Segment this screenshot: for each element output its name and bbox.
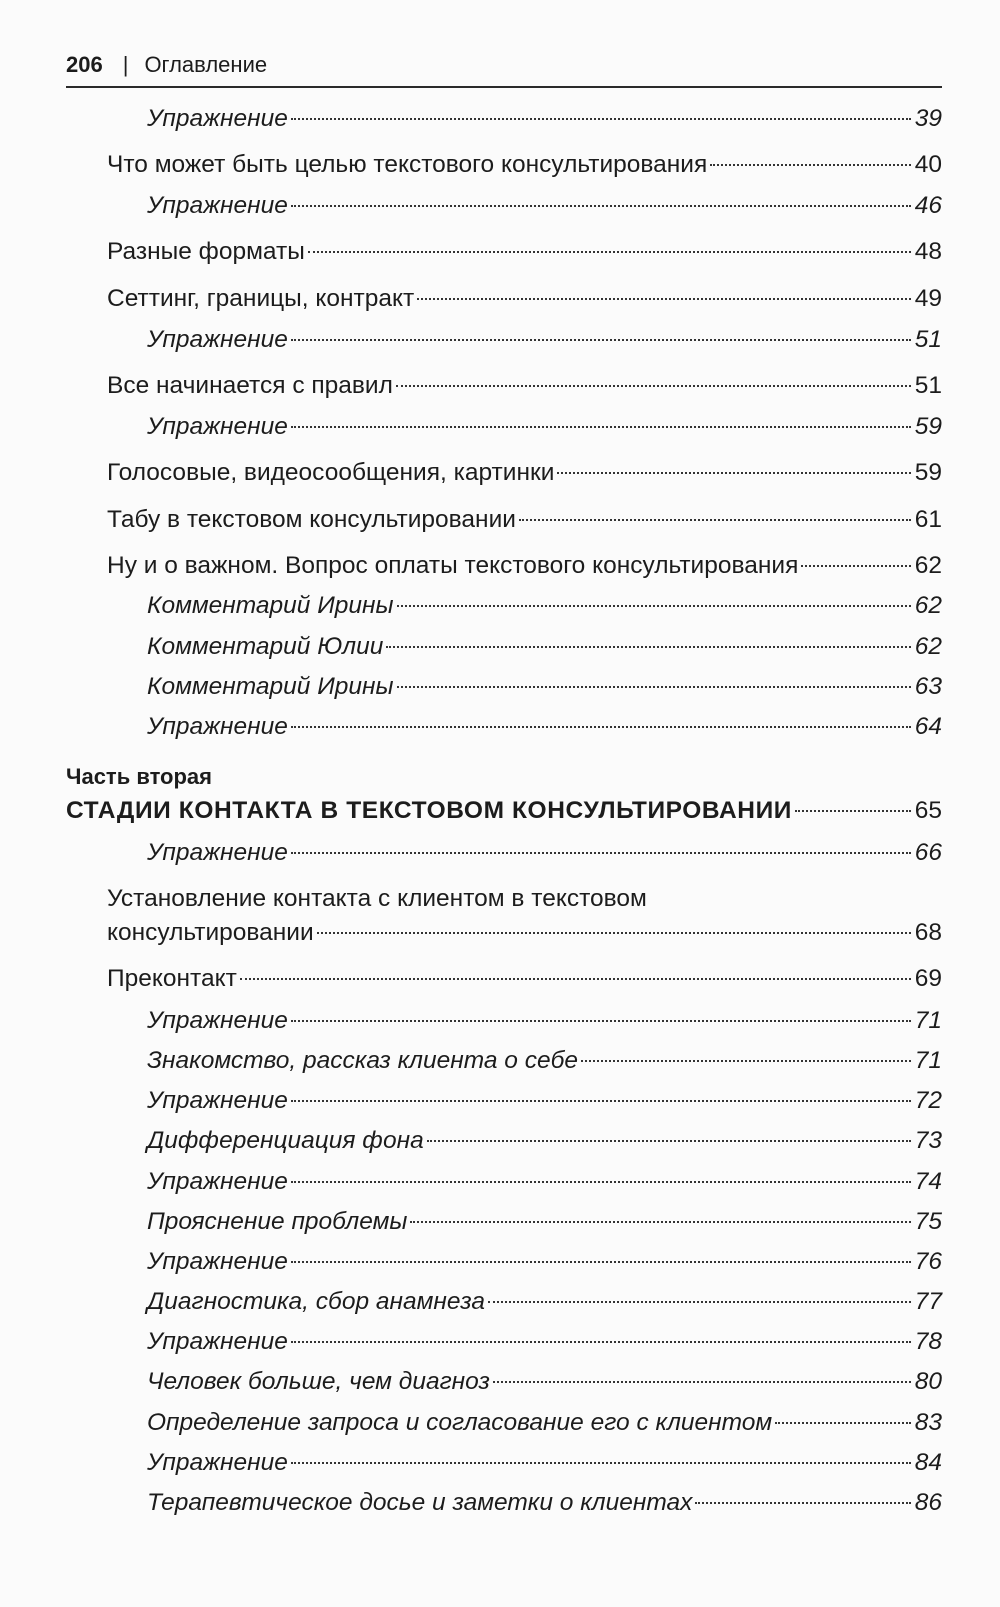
toc-entry-title: Упражнение [147,326,288,353]
toc-entry-page: 40 [914,151,942,178]
dot-leader [581,1060,911,1062]
toc-entry-page: 75 [914,1208,942,1235]
dot-leader [240,978,911,980]
toc-subsection-entry[interactable] [147,1367,942,1397]
toc-entry-page: 74 [914,1168,942,1195]
dot-leader [801,565,911,567]
toc-entry-title: Упражнение [147,1087,288,1114]
toc-subsection-entry[interactable] [147,1287,942,1317]
toc-subsection-entry[interactable] [147,1086,942,1116]
dot-leader [557,472,911,474]
toc-entry-page: 68 [914,919,942,946]
toc-entry-page: 49 [914,285,942,312]
dot-leader [710,164,911,166]
toc-entry-title: Определение запроса и согласование его с клиентом [147,1409,773,1436]
part-title: СТАДИИ КОНТАКТА В ТЕКСТОВОМ КОНСУЛЬТИРОВАНИИ [66,797,793,824]
toc-entry-title: Упражнение [147,1449,288,1476]
dot-leader [396,385,911,387]
toc-subsection-entry[interactable] [147,1167,942,1197]
toc-entry-title: Упражнение [147,839,288,866]
dot-leader [695,1502,911,1504]
toc-entry-title: Упражнение [147,413,288,440]
toc-subsection-entry[interactable] [147,1126,942,1156]
toc-entry-title: Сеттинг, границы, контракт [107,285,415,312]
dot-leader [427,1140,911,1142]
dot-leader [291,205,911,207]
toc-entry-page: 71 [914,1007,942,1034]
dot-leader [317,932,911,934]
toc-entry-title: Табу в текстовом консультировании [107,506,516,533]
dot-leader [397,605,912,607]
dot-leader [795,810,911,812]
dot-leader [291,1020,911,1022]
toc-entry-page: 71 [914,1047,942,1074]
toc-entry-page: 76 [914,1248,942,1275]
part-page: 65 [914,797,942,824]
toc-subsection-entry[interactable] [147,191,942,221]
toc-chapter-entry[interactable] [107,458,942,488]
toc-chapter-entry[interactable] [107,964,942,994]
toc-entry-title: Что может быть целью текстового консультирования [107,151,708,178]
dot-leader [291,852,911,854]
toc-subsection-entry[interactable] [147,712,942,742]
toc-entry-title: Упражнение [147,1007,288,1034]
toc-entry-page: 78 [914,1328,942,1355]
toc-entry-page: 48 [914,238,942,265]
toc-subsection-entry[interactable] [147,632,942,662]
toc-entry-title: Комментарий Ирины [147,673,394,700]
toc-chapter-entry[interactable] [107,150,942,180]
toc-subsection-entry[interactable] [147,1488,942,1518]
toc-entry-title: Терапевтическое досье и заметки о клиентах [147,1489,693,1516]
toc-entry-page: 80 [914,1368,942,1395]
toc-entry-title: Преконтакт [107,965,237,992]
toc-entry-title: Прояснение проблемы [147,1208,408,1235]
toc-entry-page: 66 [914,839,942,866]
dot-leader [488,1301,911,1303]
toc-entry[interactable] [147,838,942,868]
toc-entry-title: Упражнение [147,1328,288,1355]
dot-leader [410,1221,911,1223]
toc-subsection-entry[interactable] [147,1448,942,1478]
toc-entry-page: 62 [914,633,942,660]
toc-subsection-entry[interactable] [147,1408,942,1438]
toc-entry-page: 69 [914,965,942,992]
toc-entry-title: Разные форматы [107,238,305,265]
toc-entry-title: Комментарий Ирины [147,592,394,619]
toc-entry-wrapped-line2[interactable] [107,918,942,948]
toc-entry-title: Все начинается с правил [107,372,393,399]
toc-chapter-entry[interactable] [107,371,942,401]
toc-entry-page: 62 [914,552,942,579]
toc-entry-page: 63 [914,673,942,700]
toc-entry-page: 86 [914,1489,942,1516]
toc-chapter-entry[interactable] [107,551,942,581]
toc-subsection-entry[interactable] [147,591,942,621]
dot-leader [397,686,912,688]
toc-entry-title: Упражнение [147,1168,288,1195]
toc-entry-title: Упражнение [147,1248,288,1275]
dot-leader [417,298,911,300]
toc-entry-page: 51 [914,372,942,399]
toc-subsection-entry[interactable] [147,1207,942,1237]
dot-leader [291,118,911,120]
dot-leader [291,1261,911,1263]
toc-subsection-entry[interactable] [147,1006,942,1036]
toc-entry-page: 61 [914,506,942,533]
toc-subsection-entry[interactable] [147,1046,942,1076]
toc-entry-page: 59 [914,459,942,486]
toc-subsection-entry[interactable] [147,325,942,355]
toc-entry-title: Диагностика, сбор анамнеза [147,1288,485,1315]
toc-entry-page: 62 [914,592,942,619]
toc-subsection-entry[interactable] [147,1327,942,1357]
part-label: Часть вторая [66,764,213,789]
toc-chapter-entry[interactable] [107,505,942,535]
toc-entry-title: Знакомство, рассказ клиента о себе [147,1047,579,1074]
page-number: 206 [66,52,103,77]
toc-entry-wrapped-line1[interactable]: Установление контакта с клиентом в текстовом [107,885,647,912]
toc-subsection-entry[interactable] [147,1247,942,1277]
toc-subsection-entry[interactable] [147,672,942,702]
toc-entry-page: 51 [914,326,942,353]
toc-entry-page: 59 [914,413,942,440]
toc-entry-title: консультировании [107,919,314,946]
dot-leader [386,646,911,648]
dot-leader [291,1181,911,1183]
dot-leader [291,1100,911,1102]
toc-subsection-entry[interactable] [147,412,942,442]
part-title-entry[interactable] [66,796,942,826]
toc-entry-title: Комментарий Юлии [147,633,384,660]
dot-leader [291,339,911,341]
dot-leader [775,1422,911,1424]
toc-entry-title: Упражнение [147,105,288,132]
dot-leader [291,1341,911,1343]
toc-entry-page: 84 [914,1449,942,1476]
toc-entry-page: 72 [914,1087,942,1114]
toc-entry-title: Упражнение [147,192,288,219]
header-title: Оглавление [144,52,268,77]
dot-leader [291,1462,911,1464]
toc-entry-page: 46 [914,192,942,219]
running-header [66,52,942,78]
toc-entry-title: Ну и о важном. Вопрос оплаты текстового консультирования [107,552,799,579]
toc-entry-page: 83 [914,1409,942,1436]
toc-chapter-entry[interactable] [107,284,942,314]
dot-leader [308,251,911,253]
header-rule [66,86,942,88]
toc-entry-title: Упражнение [147,713,288,740]
toc-entry-title: Дифференциация фона [147,1127,424,1154]
dot-leader [519,519,911,521]
dot-leader [291,426,911,428]
toc-subsection-entry[interactable] [147,104,942,134]
dot-leader [493,1381,911,1383]
dot-leader [291,726,911,728]
toc-entry-title: Голосовые, видеосообщения, картинки [107,459,555,486]
toc-entry-page: 39 [914,105,942,132]
toc-entry-page: 77 [914,1288,942,1315]
toc-chapter-entry[interactable] [107,237,942,267]
toc-entry-title: Человек больше, чем диагноз [147,1368,490,1395]
toc-entry-page: 73 [914,1127,942,1154]
toc-entry-page: 64 [914,713,942,740]
header-separator: | [122,52,129,77]
